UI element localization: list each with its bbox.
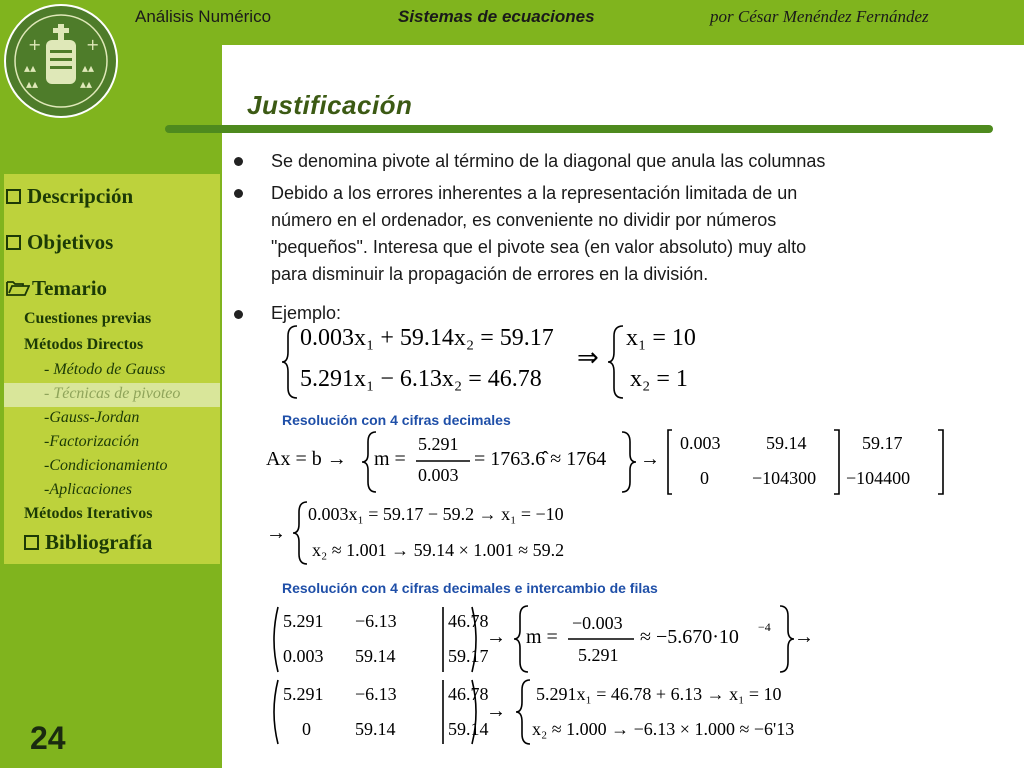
nav-tecnicas-pivoteo[interactable]: - Técnicas de pivoteo [44,385,181,402]
bullet-text-ejemplo: Ejemplo: [271,303,342,323]
nav-cuestiones-previas[interactable]: Cuestiones previas [24,310,152,327]
matrix1-r2c3: −104400 [846,468,911,488]
m1-denominator: 0.003 [418,465,459,485]
svg-text:▴▴: ▴▴ [82,61,95,75]
ax-equals-b: Ax = b → [266,448,347,470]
topic-title: Sistemas de ecuaciones [398,7,595,26]
system3-line1: 5.291x₁ = 46.78 + 6.13 → x₁ = 10 [536,684,782,704]
bullet-text-errores-2: número en el ordenador, es conveniente no dividir por números [271,210,777,230]
matrix3-r2c1: 0 [302,719,311,739]
svg-text:▴▴: ▴▴ [26,77,39,91]
implies-arrow-icon: ⇒ [577,343,599,372]
nav-temario[interactable]: Temario [6,276,107,301]
solution-1b: x₂ = 1 [630,366,688,392]
nav-objetivos[interactable]: Objetivos [6,230,113,255]
system2-line1: 0.003x₁ = 59.17 − 59.2 → x₁ = −10 [308,504,564,524]
svg-text:▴▴: ▴▴ [80,77,93,91]
matrix2-r2c2: 59.14 [355,646,396,666]
svg-text:▴▴: ▴▴ [24,61,37,75]
system3-line2: x₂ ≈ 1.000 → −6.13 × 1.000 ≈ −6'13 [532,719,795,739]
slide-title: Justificación [247,90,413,120]
matrix3-r2c3: 59.14 [448,719,489,739]
bullet-text-pivote: Se denomina pivote al término de la diagonal que anula las columnas [271,151,826,171]
m2-label: m = [526,626,558,648]
matrix2-r2c1: 0.003 [283,646,324,666]
matrix3-r1c2: −6.13 [355,684,397,704]
bullet-text-errores-3: "pequeños". Interesa que el pivote sea (en valor absoluto) muy alto [271,237,807,257]
m2-denominator: 5.291 [578,645,619,665]
bullet-text-errores-4: para disminuir la propagación de errores en la división. [271,264,709,284]
m2-numerator: −0.003 [572,613,623,633]
matrix1-r2c1: 0 [700,468,709,488]
m1-value: = 1763.6̂ ≈ 1764 [474,448,607,470]
course-title: Análisis Numérico [135,7,272,26]
arrow-icon: → [266,522,286,544]
page-number: 24 [30,720,66,756]
nav-metodos-directos[interactable]: Métodos Directos [24,336,144,353]
matrix1-r1c2: 59.14 [766,433,807,453]
matrix1-r2c2: −104300 [752,468,817,488]
arrow-icon: → [794,626,814,648]
matrix3-r1c1: 5.291 [283,684,324,704]
matrix3-r1c3: 46.78 [448,684,489,704]
m1-numerator: 5.291 [418,434,459,454]
matrix3-r2c2: 59.14 [355,719,396,739]
nav-descripcion[interactable]: Descripción [6,184,133,209]
nav-factorizacion[interactable]: -Factorización [44,433,140,450]
caption-intercambio-filas: Resolución con 4 cifras decimales e intercambio de filas [282,580,658,596]
system2-line2: x₂ ≈ 1.001 → 59.14 × 1.001 ≈ 59.2 [312,540,565,560]
nav-gauss-jordan[interactable]: -Gauss-Jordan [44,409,140,426]
equation-1b: 5.291x₁ − 6.13x₂ = 46.78 [300,366,542,392]
nav-metodos-iterativos[interactable]: Métodos Iterativos [24,505,153,522]
nav-aplicaciones[interactable]: -Aplicaciones [44,481,132,498]
arrow-icon: → [486,700,506,722]
matrix1-r1c1: 0.003 [680,433,721,453]
matrix2-r1c3: 46.78 [448,611,489,631]
m2-value: ≈ −5.670·10 [640,626,739,648]
solution-1a: x₁ = 10 [626,325,696,351]
matrix1-r1c3: 59.17 [862,433,903,453]
nav-condicionamiento[interactable]: -Condicionamiento [44,457,168,474]
bullet-text-errores-1: Debido a los errores inherentes a la representación limitada de un [271,183,798,203]
matrix2-r1c2: −6.13 [355,611,397,631]
caption-4-cifras: Resolución con 4 cifras decimales [282,412,511,428]
equation-1a: 0.003x₁ + 59.14x₂ = 59.17 [300,325,554,351]
arrow-icon: → [486,626,506,648]
svg-text:+: + [86,35,100,54]
arrow-icon: → [640,448,660,470]
matrix2-r2c3: 59.17 [448,646,489,666]
nav-bibliografia[interactable]: Bibliografía [24,530,152,555]
svg-text:+: + [28,35,42,54]
author-line: por César Menéndez Fernández [710,7,929,26]
m1-label: m = [374,448,406,470]
m2-exponent: −4 [758,620,771,634]
nav-metodo-gauss[interactable]: - Método de Gauss [44,361,166,378]
matrix2-r1c1: 5.291 [283,611,324,631]
